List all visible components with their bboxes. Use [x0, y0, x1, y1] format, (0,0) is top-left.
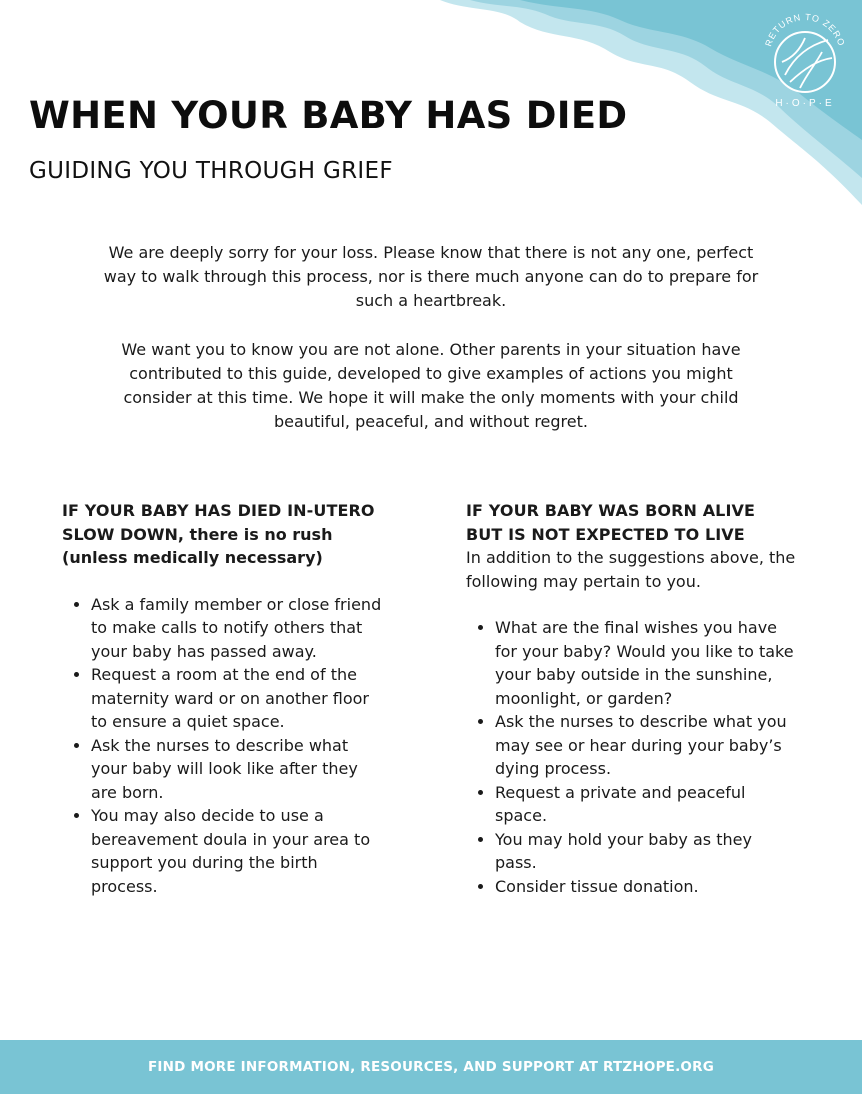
list-item: • You may also decide to use a bereavement doula in your area to support you during the birth process. — [91, 804, 382, 898]
list-item: • What are the final wishes you have for your baby? Would you like to take your baby outside in the sunshine, moonlight, or garden? — [495, 616, 796, 710]
in-utero-section — [62, 499, 382, 898]
born-alive-heading: IF YOUR BABY WAS BORN ALIVE BUT IS NOT EXPECTED TO LIVE — [466, 501, 756, 544]
footer-banner — [0, 1040, 862, 1094]
born-alive-list — [466, 616, 796, 898]
intro-section — [100, 241, 762, 459]
list-item: • Consider tissue donation. — [495, 875, 796, 899]
intro-paragraph-1: We are deeply sorry for your loss. Please know that there is not any one, perfect way to walk through this process, nor is there much anyone can do to prepare for such a heartbreak. — [103, 243, 759, 310]
footer-text: FIND MORE INFORMATION, RESOURCES, AND SUPPORT AT RTZHOPE.ORG — [148, 1059, 714, 1075]
list-item: • Request a private and peaceful space. — [495, 781, 796, 828]
logo-arc-text: RETURN TO ZERO — [763, 11, 847, 48]
logo-hope-text: H·O·P·E — [775, 98, 835, 109]
born-alive-section — [466, 499, 796, 898]
page-subtitle: GUIDING YOU THROUGH GRIEF — [29, 158, 393, 184]
page-title: WHEN YOUR BABY HAS DIED — [29, 94, 628, 137]
in-utero-heading: IF YOUR BABY HAS DIED IN-UTERO — [62, 501, 375, 520]
list-item: • Request a room at the end of the maternity ward or on another floor to ensure a quiet space. — [91, 663, 382, 734]
svg-text:RETURN TO ZERO — [763, 12, 847, 48]
intro-paragraph-2: We want you to know you are not alone. Other parents in your situation have contributed to this guide, developed to give examples of actions you might consider at this time. We hope it will make the only moments with your child beautiful, peaceful, and without regret. — [121, 340, 741, 431]
list-item: • Ask the nurses to describe what your baby will look like after they are born. — [91, 734, 382, 805]
return-to-zero-hope-logo — [760, 10, 850, 110]
list-item: • Ask the nurses to describe what you may see or hear during your baby’s dying process. — [495, 710, 796, 781]
in-utero-list — [62, 593, 382, 899]
in-utero-subheading: SLOW DOWN, there is no rush (unless medically necessary) — [62, 524, 333, 567]
list-item: • Ask a family member or close friend to make calls to notify others that your baby has passed away. — [91, 593, 382, 664]
born-alive-intro: In addition to the suggestions above, the following may pertain to you. — [466, 548, 796, 591]
list-item: • You may hold your baby as they pass. — [495, 828, 796, 875]
